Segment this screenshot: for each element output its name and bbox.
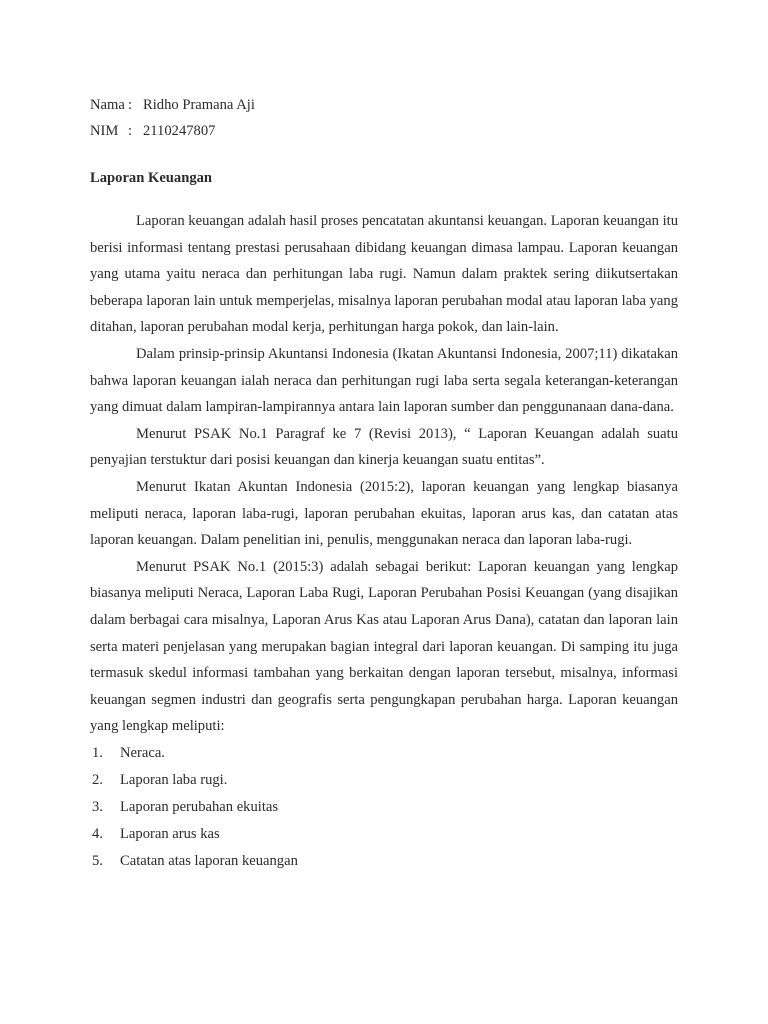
list-item-number: 3.	[92, 798, 103, 815]
paragraph-definition: Laporan keuangan adalah hasil proses pencatatan akuntansi keuangan. Laporan keuangan itu berisi informasi tentang prestasi perusahaan dibidang keuangan dimasa lampau. Laporan keuangan yang utama yaitu neraca dan perhitungan laba rugi. Namun dalam praktek sering diikutsertakan beberapa laporan lain untuk memperjelas, misalnya laporan perubahan modal atau laporan laba yang ditahan, laporan perubahan modal kerja, perhitungan harga pokok, dan lain-lain.	[90, 213, 678, 336]
paragraph-psak-2013: Menurut PSAK No.1 Paragraf ke 7 (Revisi 2013), “ Laporan Keuangan adalah suatu penyajian terstuktur dari posisi keuangan dan kinerja keuangan suatu entitas”.	[90, 425, 678, 469]
list-item-number: 5.	[92, 852, 103, 869]
list-item-text: Laporan perubahan ekuitas	[120, 798, 279, 815]
nim-value: 2110247807	[143, 123, 216, 139]
paragraph-prinsip-akuntansi: Dalam prinsip-prinsip Akuntansi Indonesia (Ikatan Akuntansi Indonesia, 2007;11) dikatakan bahwa laporan keuangan ialah neraca dan perhitungan rugi laba serta segala keterangan-keterangan yang dimuat dalam lampiran-lampirannya antara lain laporan sumber dan penggunanaan dana-dana.	[90, 345, 678, 416]
list-item-text: Laporan laba rugi.	[120, 771, 228, 788]
list-item-text: Laporan arus kas	[120, 825, 220, 842]
list-item	[90, 848, 678, 875]
list-item-text: Catatan atas laporan keuangan	[120, 852, 298, 869]
nim-separator: :	[128, 123, 133, 139]
nim-row	[90, 118, 678, 144]
name-row	[90, 92, 678, 118]
list-item	[90, 794, 678, 821]
nim-label: NIM	[90, 123, 119, 139]
list-item-number: 4.	[92, 825, 103, 842]
section-heading: Laporan Keuangan	[90, 170, 213, 186]
name-label: Nama	[90, 97, 125, 113]
list-item-number: 2.	[92, 771, 103, 788]
document-page	[90, 92, 678, 875]
name-separator: :	[128, 97, 133, 113]
list-item-number: 1.	[92, 744, 103, 761]
list-item	[90, 821, 678, 848]
paragraph-iai-2015: Menurut Ikatan Akuntan Indonesia (2015:2), laporan keuangan yang lengkap biasanya meliputi neraca, laporan laba-rugi, laporan perubahan ekuitas, laporan arus kas, dan catatan atas laporan keuangan. Dalam penelitian ini, penulis, menggunakan neraca dan laporan laba-rugi.	[90, 478, 678, 549]
list-item	[90, 740, 678, 767]
list-item-text: Neraca.	[120, 744, 165, 761]
paragraph-psak-2015: Menurut PSAK No.1 (2015:3) adalah sebagai berikut: Laporan keuangan yang lengkap biasanya meliputi Neraca, Laporan Laba Rugi, Laporan Perubahan Posisi Keuangan (yang disajikan dalam berbagai cara misalnya, Laporan Arus Kas atau Laporan Arus Dana), catatan dan laporan lain serta materi penjelasan yang merupakan bagian integral dari laporan keuangan. Di samping itu juga termasuk skedul informasi tambahan yang berkaitan dengan laporan tersebut, misalnya, informasi keuangan segmen industri dan geografis serta pengungkapan perubahan harga. Laporan keuangan yang lengkap meliputi:	[90, 558, 678, 735]
components-list	[90, 740, 678, 875]
list-item	[90, 767, 678, 794]
name-value: Ridho Pramana Aji	[143, 97, 255, 113]
